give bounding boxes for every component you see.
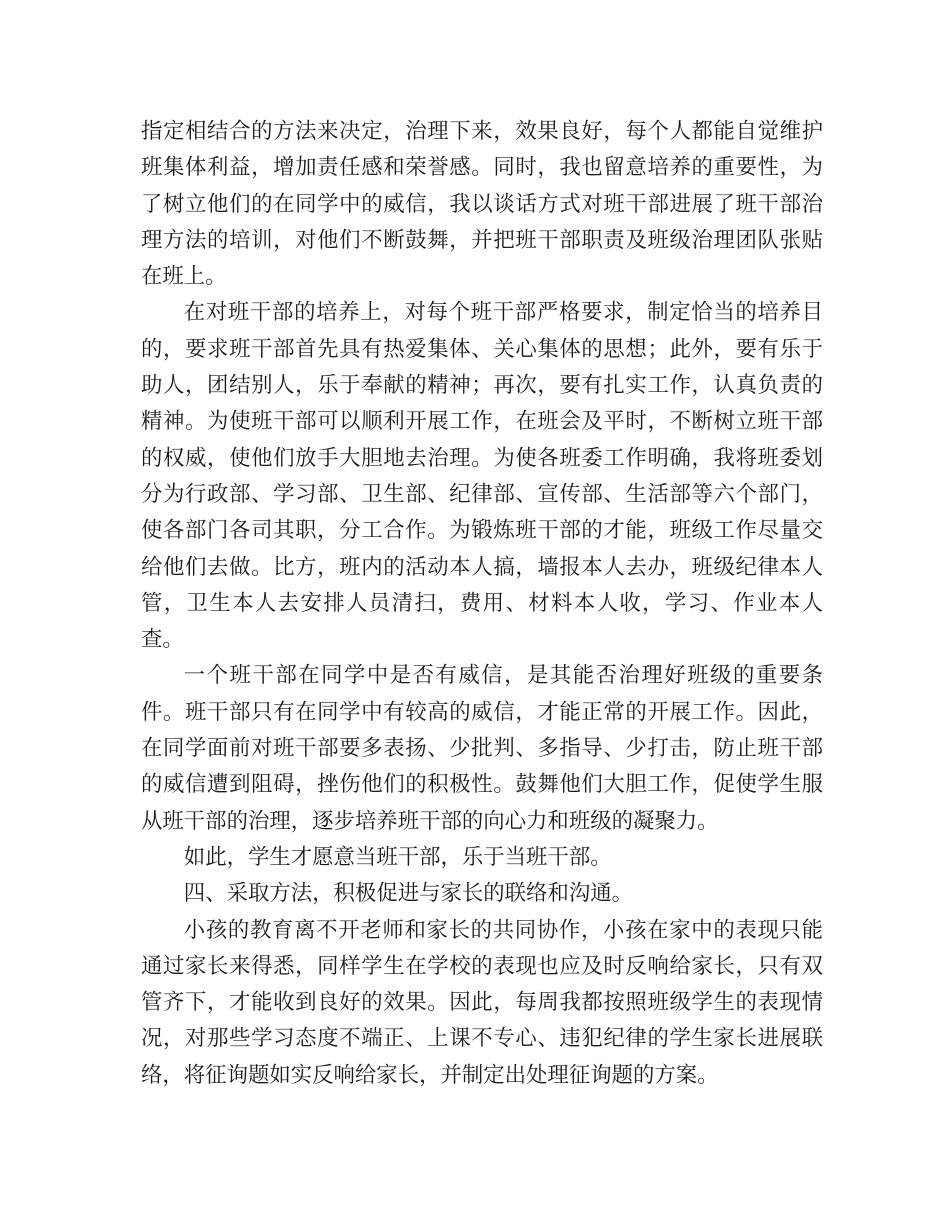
paragraph-6: 小孩的教育离不开老师和家长的共同协作，小孩在家中的表现只能通过家长来得悉，同样学生在学校的表现也应及时反响给家长，只有双管齐下，才能收到良好的效果。因此，每周我都按照班级学生的表现情况，对那些学习态度不端正、上课不专心、违犯纪律的学生家长进展联络，将征询题如实反响给家长，并制定出处理征询题的方案。 xyxy=(141,917,823,1088)
paragraph-3: 一个班干部在同学中是否有威信，是其能否治理好班级的重要条件。班干部只有在同学中有较高的威信，才能正常的开展工作。因此，在同学面前对班干部要多表扬、少批判、多指导、少打击，防止班干部的威信遭到阻碍，挫伤他们的积极性。鼓舞他们大胆工作，促使学生服从班干部的治理，逐步培养班干部的向心力和班级的凝聚力。 xyxy=(141,663,823,834)
document-body xyxy=(141,114,823,1094)
paragraph-2: 在对班干部的培养上，对每个班干部严格要求，制定恰当的培养目的，要求班干部首先具有热爱集体、关心集体的思想；此外，要有乐于助人，团结别人，乐于奉献的精神；再次，要有扎实工作，认真负责的精神。为使班干部可以顺利开展工作，在班会及平时，不断树立班干部的权威，使他们放手大胆地去治理。为使各班委工作明确，我将班委划分为行政部、学习部、卫生部、纪律部、宣传部、生活部等六个部门，使各部门各司其职，分工合作。为锻炼班干部的才能，班级工作尽量交给他们去做。比方，班内的活动本人搞，墙报本人去办，班级纪律本人管，卫生本人去安排人员清扫，费用、材料本人收，学习、作业本人查。 xyxy=(141,300,823,653)
section-heading: 四、采取方法，积极促进与家长的联络和沟通。 xyxy=(183,881,634,907)
paragraph-4: 如此，学生才愿意当班干部，乐于当班干部。 xyxy=(183,844,612,870)
paragraph-1: 指定相结合的方法来决定，治理下来，效果良好，每个人都能自觉维护班集体利益，增加责任感和荣誉感。同时，我也留意培养的重要性，为了树立他们的在同学中的威信，我以谈话方式对班干部进展了班干部治理方法的培训，对他们不断鼓舞，并把班干部职责及班级治理团队张贴在班上。 xyxy=(141,119,823,290)
